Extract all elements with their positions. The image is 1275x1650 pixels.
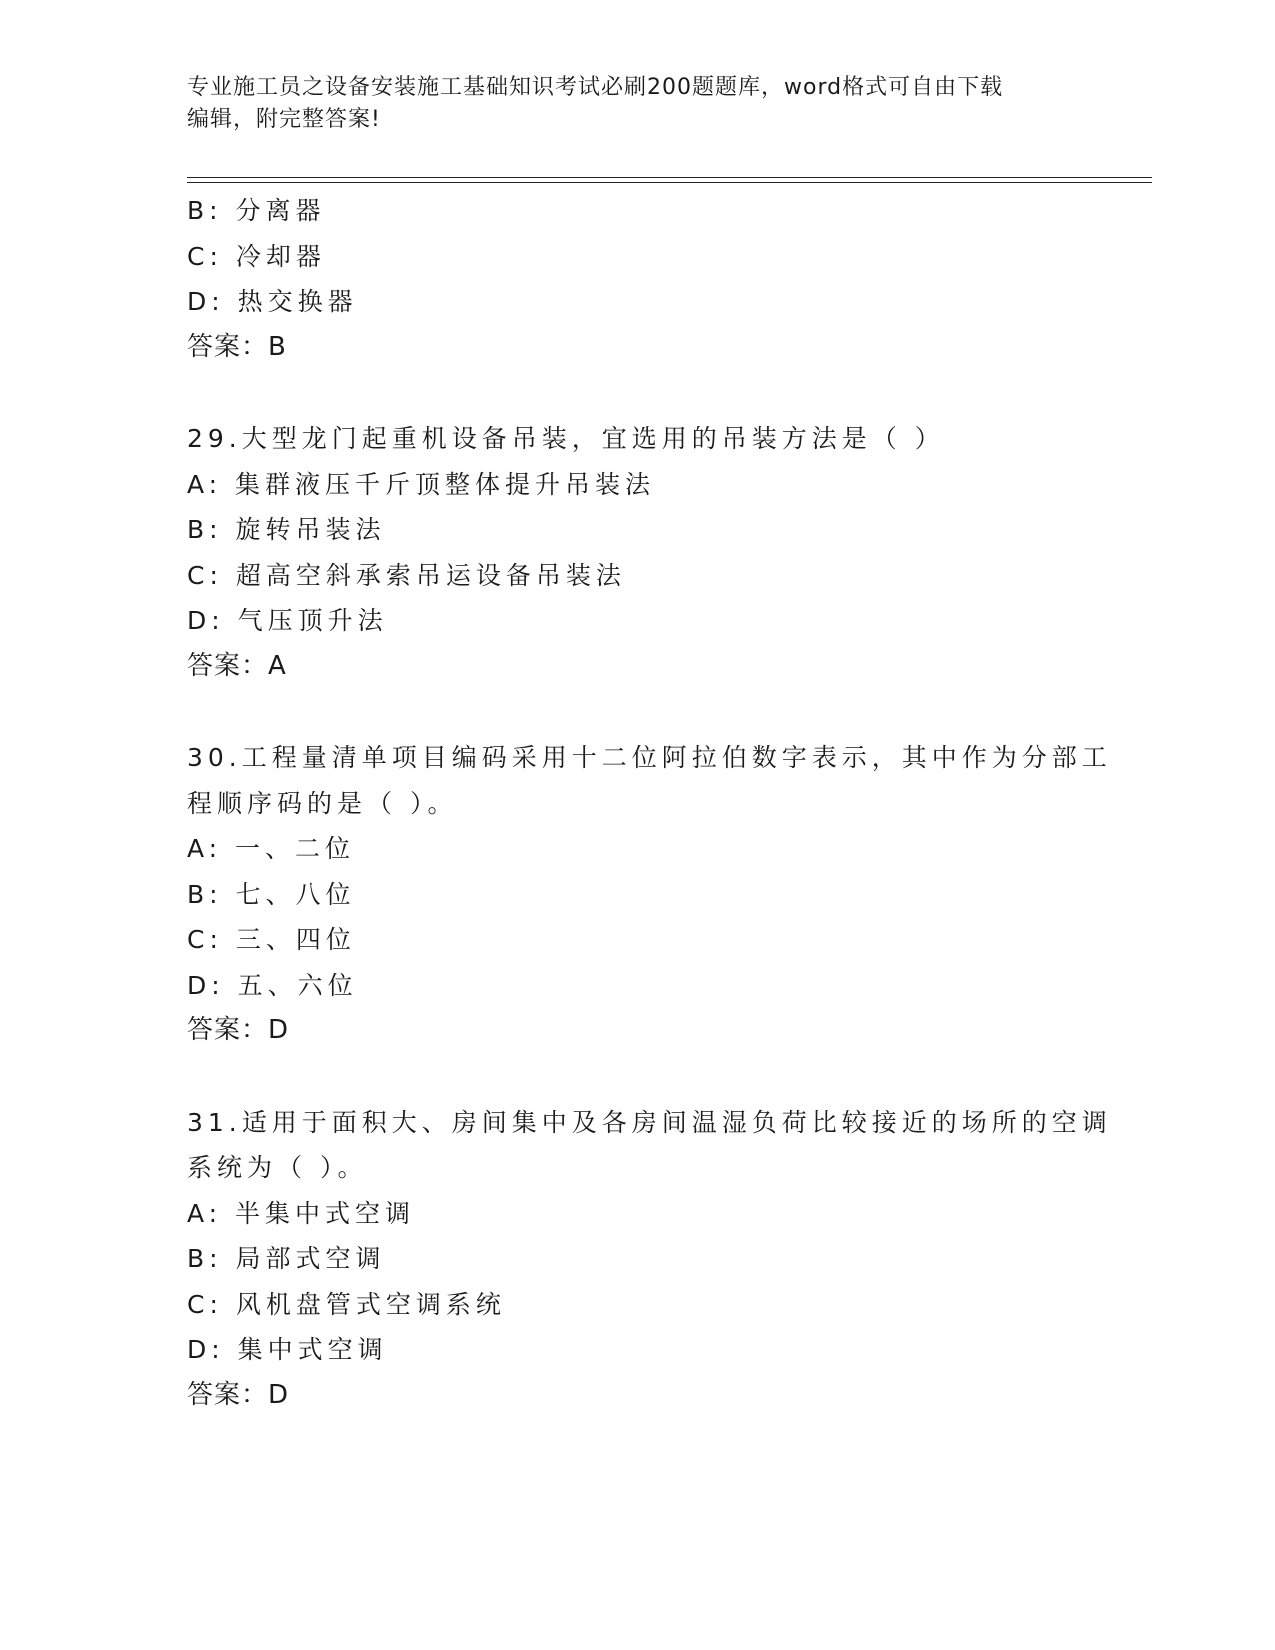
question-partial (187, 188, 1077, 370)
option-b: B: 局部式空调 (187, 1244, 386, 1273)
answer-line: 答案：B (187, 331, 287, 362)
header-title-line-2: 编辑，附完整答案! (187, 107, 381, 132)
question-31 (187, 1100, 1112, 1419)
document-header (187, 72, 1067, 136)
option-c: C: 超高空斜承索吊运设备吊装法 (187, 560, 626, 590)
option-b: B: 旋转吊装法 (187, 515, 386, 544)
option-d: D: 集中式空调 (187, 1335, 388, 1364)
option-d: D: 五、六位 (187, 970, 358, 1000)
option-d: D: 气压顶升法 (187, 606, 388, 635)
option-a: A: 半集中式空调 (187, 1198, 416, 1228)
answer-line: 答案：D (187, 1379, 290, 1410)
header-title-line-1: 专业施工员之设备安装施工基础知识考试必刷200题题库，word格式可自由下载 (187, 75, 1004, 100)
header-divider-top (187, 177, 1152, 178)
question-29 (187, 416, 1077, 689)
question-text-continued: 系统为（ ）。 (187, 1153, 368, 1182)
option-a: A: 集群液压千斤顶整体提升吊装法 (187, 469, 656, 499)
option-c: C: 三、四位 (187, 925, 356, 954)
question-text: 29.大型龙门起重机设备吊装，宜选用的吊装方法是（ ） (187, 424, 945, 453)
question-text: 30.工程量清单项目编码采用十二位阿拉伯数字表示，其中作为分部工 (187, 743, 1112, 772)
question-text-continued: 程顺序码的是（ ）。 (187, 788, 458, 818)
option-c: C: 冷却器 (187, 241, 326, 271)
option-b: B: 七、八位 (187, 879, 356, 909)
answer-line: 答案：A (187, 650, 287, 681)
question-list (187, 188, 1112, 1418)
option-c: C: 风机盘管式空调系统 (187, 1289, 506, 1319)
option-b: B: 分离器 (187, 196, 326, 225)
option-a: A: 一、二位 (187, 834, 356, 863)
question-text: 31.适用于面积大、房间集中及各房间温湿负荷比较接近的场所的空调 (187, 1107, 1112, 1137)
answer-line: 答案：D (187, 1015, 290, 1045)
option-d: D: 热交换器 (187, 287, 358, 316)
header-divider-bottom (187, 182, 1152, 183)
question-30 (187, 735, 1112, 1054)
